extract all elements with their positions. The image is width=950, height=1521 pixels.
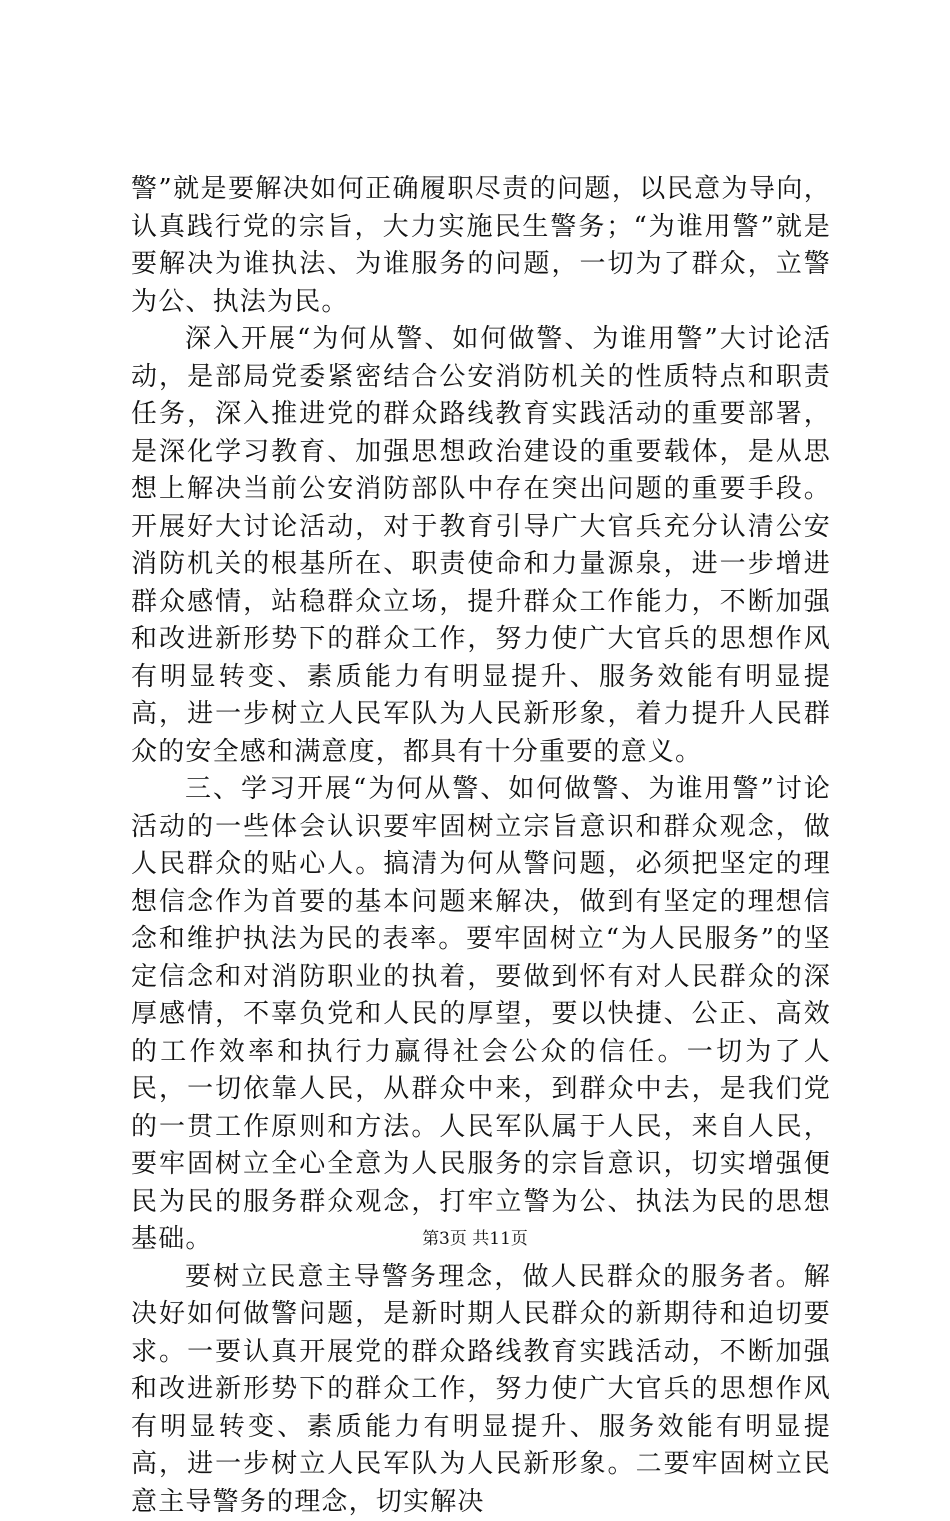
paragraph-4: 要树立民意主导警务理念，做人民群众的服务者。解决好如何做警问题，是新时期人民群众的新期待和迫切要求。一要认真开展党的群众路线教育实践活动，不断加强和改进新形势下的群众工作，努力使广大官兵的思想作风有明显转变、素质能力有明显提升、服务效能有明显提高，进一步树立人民军队为人民新形象。二要牢固树立民意主导警务的理念，切实解决 <box>131 1259 831 1521</box>
page-number-footer: 第3页 共11页 <box>0 1224 950 1249</box>
paragraph-1: 警”就是要解决如何正确履职尽责的问题，以民意为导向，认真践行党的宗旨，大力实施民生警务；“为谁用警”就是要解决为谁执法、为谁服务的问题，一切为了群众，立警为公、执法为民。 <box>131 171 831 321</box>
document-body <box>131 171 831 1521</box>
paragraph-2: 深入开展“为何从警、如何做警、为谁用警”大讨论活动，是部局党委紧密结合公安消防机关的性质特点和职责任务，深入推进党的群众路线教育实践活动的重要部署，是深化学习教育、加强思想政治建设的重要载体，是从思想上解决当前公安消防部队中存在突出问题的重要手段。开展好大讨论活动，对于教育引导广大官兵充分认清公安消防机关的根基所在、职责使命和力量源泉，进一步增进群众感情，站稳群众立场，提升群众工作能力，不断加强和改进新形势下的群众工作，努力使广大官兵的思想作风有明显转变、素质能力有明显提升、服务效能有明显提高，进一步树立人民军队为人民新形象，着力提升人民群众的安全感和满意度，都具有十分重要的意义。 <box>131 321 831 771</box>
paragraph-3: 三、学习开展“为何从警、如何做警、为谁用警”讨论活动的一些体会认识要牢固树立宗旨意识和群众观念，做人民群众的贴心人。搞清为何从警问题，必须把坚定的理想信念作为首要的基本问题来解决，做到有坚定的理想信念和维护执法为民的表率。要牢固树立“为人民服务”的坚定信念和对消防职业的执着，要做到怀有对人民群众的深厚感情，不辜负党和人民的厚望，要以快捷、公正、高效的工作效率和执行力赢得社会公众的信任。一切为了人民，一切依靠人民，从群众中来，到群众中去，是我们党的一贯工作原则和方法。人民军队属于人民，来自人民，要牢固树立全心全意为人民服务的宗旨意识，切实增强便民为民的服务群众观念，打牢立警为公、执法为民的思想基础。 <box>131 771 831 1259</box>
